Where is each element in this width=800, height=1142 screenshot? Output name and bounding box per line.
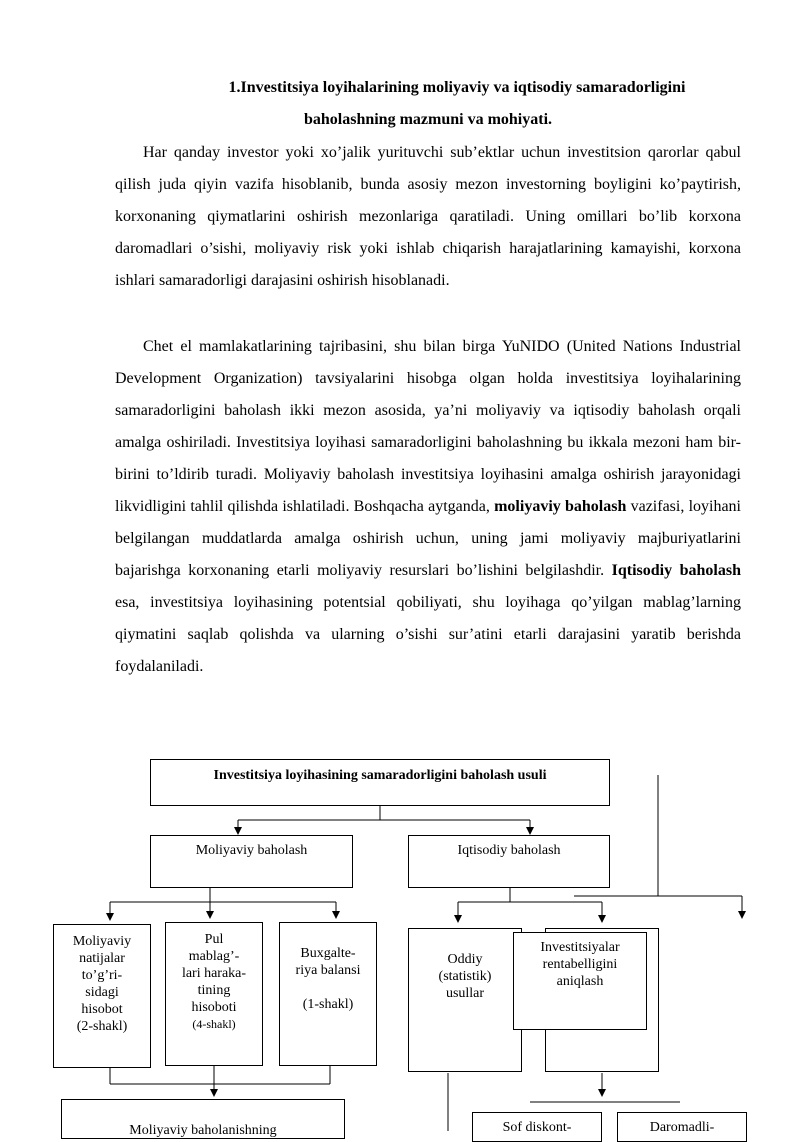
income-statement-box xyxy=(53,924,151,1068)
npv-label: Sof diskont- xyxy=(502,1120,572,1135)
paragraph-2-part1: Chet el mamlakatlarining tajribasini, shu bilan birga YuNIDO (United Nations Industrial Development Organization) tavsiyalarini hisobga olgan holda investitsiya loyihalarining samaradorligini baholash ikki mezon asosida, ya’ni moliyaviy va iqtisodiy baholash orqali amalga oshiriladi. Investitsiya loyihasi samaradorligini baholashning bu ikkala mezoni ham bir-birini to’ldirib turadi. Moliyaviy baholash investitsiya loyihasini amalga oshirish jarayonidagi likvidligini tahlil qilishda ishlatiladi. Boshqacha aytganda, xyxy=(115,338,741,515)
financial-eval-box xyxy=(150,835,353,888)
income-statement-line: (2-shakl) xyxy=(76,1019,128,1034)
balance-sheet-box xyxy=(279,922,377,1066)
profitability-line: rentabelligini xyxy=(542,957,618,972)
paragraph-2-part3: esa, investitsiya loyihasining potentsial qobiliyati, shu loyihaga qo’yilgan mablag’larning qiymatini saqlab qolishda va ularning o’sishi sur’atini etarli darajasini yaratib berishda foydalaniladi. xyxy=(115,594,741,675)
bold-financial-eval: moliyaviy baholash xyxy=(494,498,627,515)
economic-eval-label: Iqtisodiy baholash xyxy=(457,843,561,858)
profitability-box xyxy=(513,932,647,1030)
cash-flow-note: (4-shakl) xyxy=(192,1017,236,1031)
cash-flow-line: Pul xyxy=(204,932,224,947)
income-statement-line: Moliyaviy xyxy=(72,934,132,949)
cash-flow-line: mablag’- xyxy=(188,949,240,964)
simple-methods-box xyxy=(408,928,522,1072)
simple-methods-line: (statistik) xyxy=(438,969,492,984)
balance-sheet-line xyxy=(280,979,376,996)
income-label: Daromadli- xyxy=(649,1120,715,1135)
financial-summary-box xyxy=(61,1099,345,1139)
cash-flow-box xyxy=(165,922,263,1066)
npv-box xyxy=(472,1112,602,1142)
income-box xyxy=(617,1112,747,1142)
simple-methods-line: usullar xyxy=(445,986,485,1001)
financial-summary-label: Moliyaviy baholanishning xyxy=(129,1123,277,1138)
section-title-line2: baholashning mazmuni va mohiyati. xyxy=(303,111,553,128)
bold-economic-eval: Iqtisodiy baholash xyxy=(611,562,741,579)
simple-methods-line: Oddiy xyxy=(447,952,483,967)
income-statement-line: to’g’ri- xyxy=(81,968,123,983)
profitability-line: Investitsiyalar xyxy=(540,940,620,955)
economic-eval-box xyxy=(408,835,610,888)
section-title-line1: 1.Investitsiya loyihalarining moliyaviy va iqtisodiy samaradorligini xyxy=(228,79,686,96)
income-statement-line: natijalar xyxy=(79,951,125,966)
root-method-label: Investitsiya loyihasining samaradorligini baholash usuli xyxy=(213,768,547,783)
income-statement-line: sidagi xyxy=(85,985,119,1000)
financial-eval-label: Moliyaviy baholash xyxy=(195,843,308,858)
balance-sheet-line: Buxgalte- xyxy=(300,946,356,961)
cash-flow-line: lari haraka- xyxy=(181,966,247,981)
balance-sheet-line: (1-shakl) xyxy=(302,997,354,1012)
paragraph-1: Har qanday investor yoki xo’jalik yurituvchi sub’ektlar uchun investitsion qarorlar qabul qilish juda qiyin vazifa hisoblanib, bunda asosiy mezon investorning boyligini ko’paytirish, korxonaning qiymatlarini oshirish mezonlariga qaratiladi. Uning omillari bo’lib korxona daromadlari o’sishi, moliyaviy risk yoki ishlab chiqarish harajatlarining kamayishi, korxona ishlari samaradorligi darajasini oshirish hisoblanadi. xyxy=(115,144,741,289)
income-statement-line: hisobot xyxy=(81,1002,123,1017)
balance-sheet-line: riya balansi xyxy=(295,963,361,978)
profitability-line: aniqlash xyxy=(556,974,604,989)
cash-flow-line: tining xyxy=(197,983,231,998)
paragraph-2-part2: vazifasi, loyihani belgilangan muddatlarda amalga oshirish uchun, uning jami moliyaviy majburiyatlarini bajarishga korxonaning etarli moliyaviy resurslari bo’lishini belgilashdir. xyxy=(115,498,742,579)
root-method-box xyxy=(150,759,610,806)
cash-flow-line: hisoboti xyxy=(191,1000,237,1015)
